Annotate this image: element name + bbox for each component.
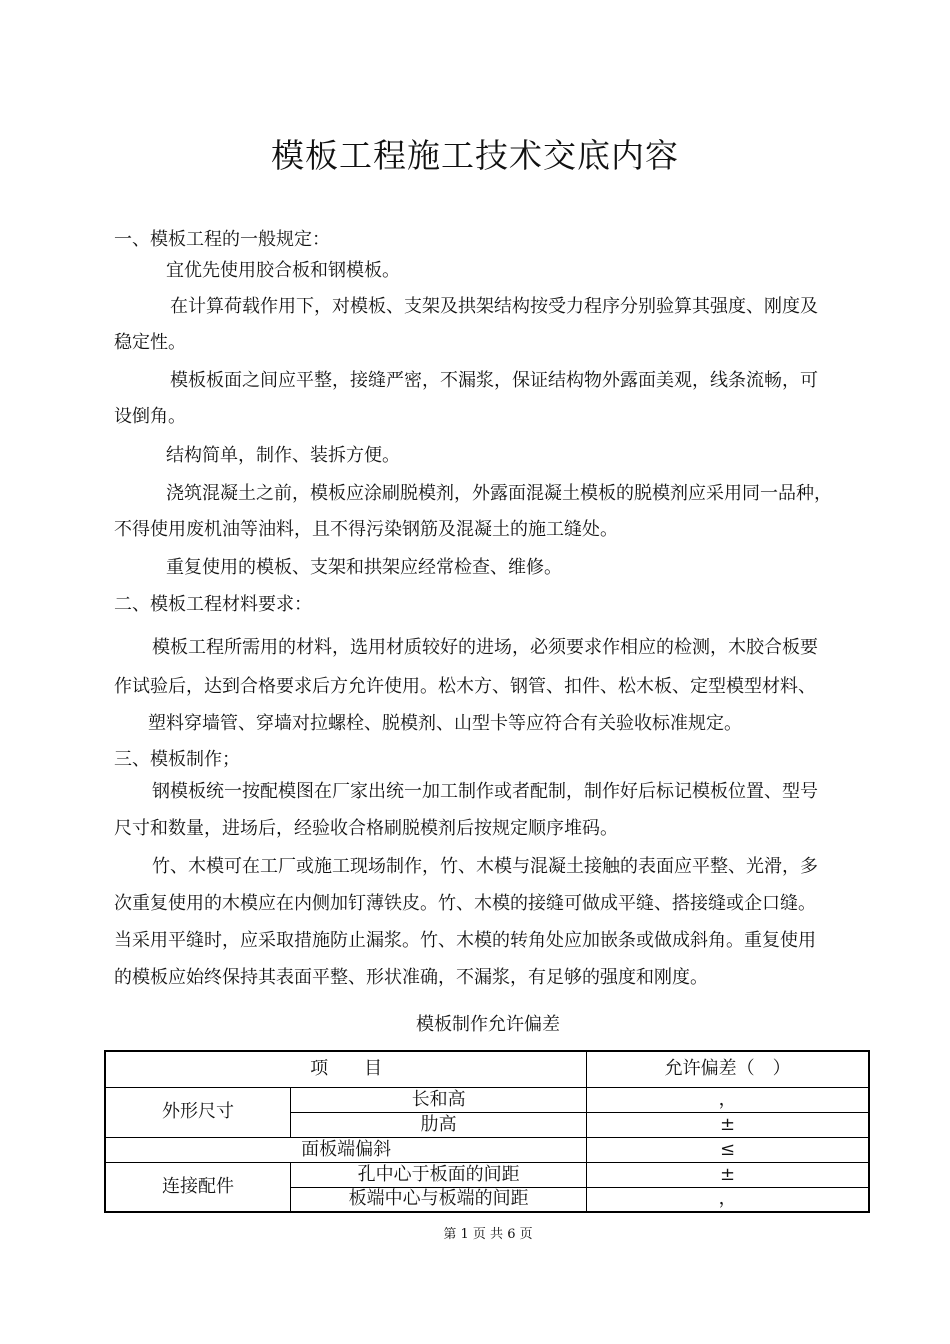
paragraph: 模板板面之间应平整，接缝严密，不漏浆，保证结构物外露面美观，线条流畅，可 [170,370,818,391]
paragraph: 作试验后，达到合格要求后方允许使用。松木方、钢管、扣件、松木板、定型模型材料、 [114,676,816,697]
table-cell: 面板端偏斜 [105,1137,587,1162]
paragraph: 重复使用的模板、支架和拱架应经常检查、维修。 [166,557,562,578]
paragraph: 尺寸和数量，进场后，经验收合格刷脱模剂后按规定顺序堆码。 [114,818,618,839]
table-cell: ± [587,1162,869,1187]
table-header-item: 项 目 [105,1051,587,1087]
table-cell: ， [587,1187,869,1212]
table-row [105,1087,869,1112]
table-cell: ， [587,1087,869,1112]
paragraph: 不得使用废机油等油料，且不得污染钢筋及混凝土的施工缝处。 [114,519,618,540]
paragraph: 模板工程所需用的材料，选用材质较好的进场，必须要求作相应的检测，木胶合板要 [152,637,818,658]
paragraph: 结构简单，制作、装拆方便。 [166,445,400,466]
paragraph: 浇筑混凝土之前，模板应涂刷脱模剂，外露面混凝土模板的脱模剂应采用同一品种， [166,483,832,504]
table-cell: 孔中心于板面的间距 [291,1162,587,1187]
table-header-row [105,1051,869,1087]
section-heading-fabrication: 三、模板制作； [114,749,240,770]
table-cell: 肋高 [291,1112,587,1137]
table-group-cell: 连接配件 [105,1162,291,1212]
paragraph: 竹、木模可在工厂或施工现场制作，竹、木模与混凝土接触的表面应平整、光滑，多 [152,856,818,877]
table-header-tolerance: 允许偏差（ ） [587,1051,869,1087]
table-cell: ± [587,1112,869,1137]
paragraph: 塑料穿墙管、穿墙对拉螺栓、脱模剂、山型卡等应符合有关验收标准规定。 [148,713,742,734]
document-title: 模板工程施工技术交底内容 [271,136,679,175]
page-number-footer: 第 1 页 共 6 页 [443,1227,533,1242]
paragraph: 钢模板统一按配模图在厂家出统一加工制作或者配制，制作好后标记模板位置、型号 [152,781,818,802]
table-cell: ≤ [587,1137,869,1162]
table-cell: 长和高 [291,1087,587,1112]
table-group-cell: 外形尺寸 [105,1087,291,1137]
paragraph: 次重复使用的木模应在内侧加钉薄铁皮。竹、木模的接缝可做成平缝、搭接缝或企口缝。 [114,893,816,914]
tolerance-table [104,1050,870,1213]
paragraph: 在计算荷载作用下，对模板、支架及拱架结构按受力程序分别验算其强度、刚度及 [170,296,818,317]
section-heading-general: 一、模板工程的一般规定： [114,229,330,250]
table-cell: 板端中心与板端的间距 [291,1187,587,1212]
paragraph: 稳定性。 [114,332,186,353]
table-caption: 模板制作允许偏差 [416,1014,560,1035]
paragraph: 的模板应始终保持其表面平整、形状准确，不漏浆，有足够的强度和刚度。 [114,967,708,988]
paragraph: 宜优先使用胶合板和钢模板。 [166,260,400,281]
section-heading-materials: 二、模板工程材料要求： [114,594,312,615]
table-row [105,1162,869,1187]
paragraph: 当采用平缝时，应采取措施防止漏浆。竹、木模的转角处应加嵌条或做成斜角。重复使用 [114,930,816,951]
table-row [105,1137,869,1162]
paragraph: 设倒角。 [114,406,186,427]
